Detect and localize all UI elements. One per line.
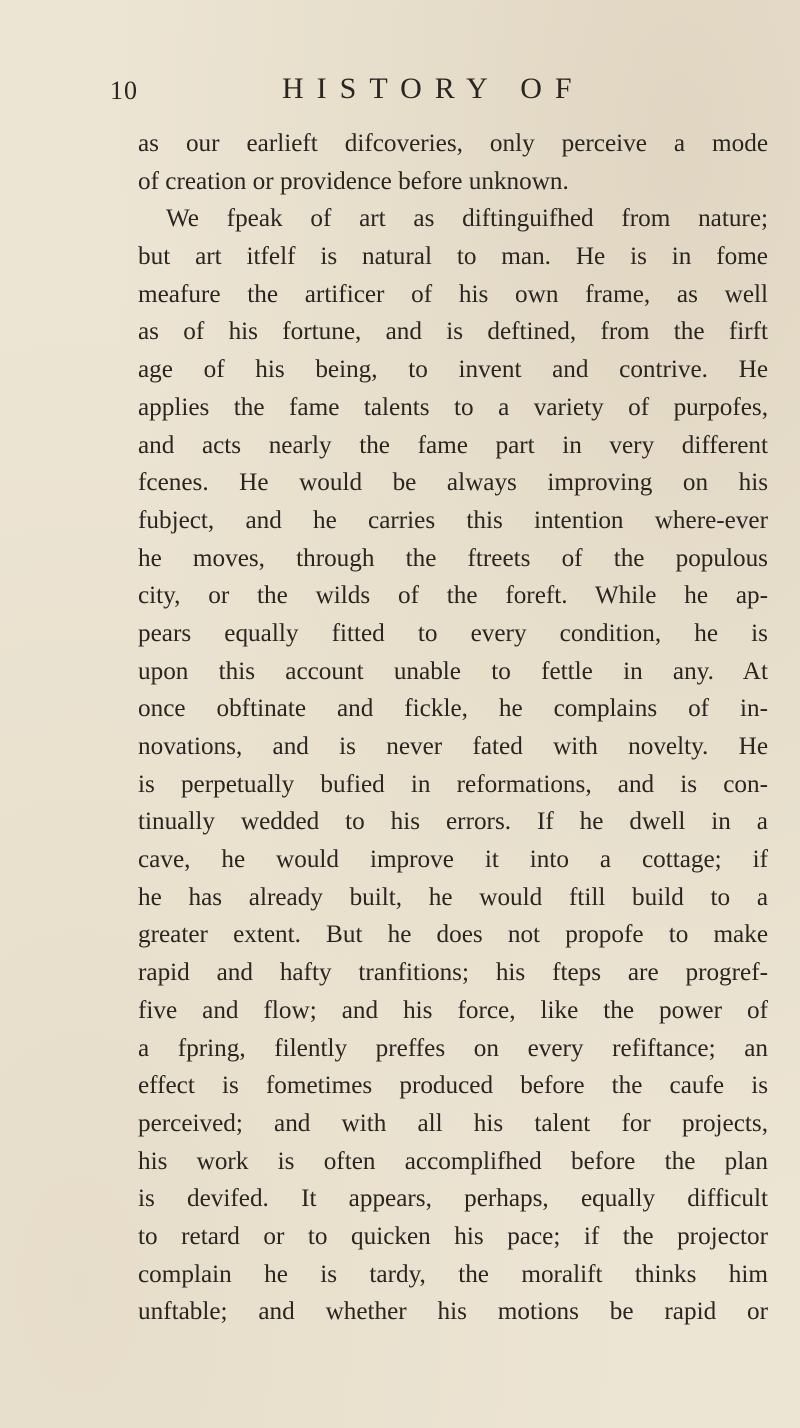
text-line: as our earlieft difcoveries, only perceive a mode <box>138 130 768 157</box>
running-head: HISTORY OF <box>282 72 585 105</box>
text-line: We fpeak of art as diftinguifhed from nature; <box>166 205 768 233</box>
text-line: once obftinate and fickle, he complains of in- <box>138 695 768 723</box>
text-line: cave, he would improve it into a cottage; if <box>138 846 768 874</box>
text-line: five and flow; and his force, like the power of <box>138 996 768 1024</box>
text-line: perceived; and with all his talent for projects, <box>138 1109 768 1137</box>
text-line: his work is often accomplifhed before the plan <box>138 1147 768 1175</box>
text-line: is devifed. It appears, perhaps, equally difficult <box>138 1185 768 1213</box>
page-number: 10 <box>110 76 138 105</box>
text-line: is perpetually bufied in reformations, and is con- <box>138 770 768 798</box>
text-line: upon this account unable to fettle in any. At <box>138 657 768 685</box>
text-line: as of his fortune, and is deftined, from the firft <box>138 318 768 346</box>
text-line: unftable; and whether his motions be rapid or <box>138 1298 768 1326</box>
text-line: meafure the artificer of his own frame, as well <box>138 280 768 308</box>
text-line: complain he is tardy, the moralift thinks him <box>138 1260 768 1288</box>
text-line: fcenes. He would be always improving on his <box>138 469 768 497</box>
text-line: greater extent. But he does not propofe to make <box>138 921 768 949</box>
text-line: and acts nearly the fame part in very different <box>138 431 768 459</box>
text-line: fubject, and he carries this intention where-ever <box>138 506 768 534</box>
text-line: he moves, through the ftreets of the populous <box>138 544 768 572</box>
text-line: tinually wedded to his errors. If he dwell in a <box>138 808 768 836</box>
body-text <box>138 125 768 1331</box>
text-line: novations, and is never fated with novelty. He <box>138 733 768 760</box>
text-line: effect is fometimes produced before the caufe is <box>138 1072 768 1100</box>
text-line: city, or the wilds of the foreft. While he ap- <box>138 582 768 610</box>
page-header <box>110 60 740 110</box>
text-line: to retard or to quicken his pace; if the projector <box>138 1222 768 1250</box>
text-line: of creation or providence before unknown. <box>138 167 569 195</box>
text-line: rapid and hafty tranfitions; his fteps are progref- <box>138 959 768 987</box>
text-line: but art itfelf is natural to man. He is in fome <box>138 243 768 271</box>
text-line: a fpring, filently preffes on every refiftance; an <box>138 1034 768 1062</box>
text-line: age of his being, to invent and contrive. He <box>138 356 768 384</box>
text-line: applies the fame talents to a variety of purpofes, <box>138 393 768 421</box>
text-line: pears equally fitted to every condition, he is <box>138 619 768 647</box>
text-line: he has already built, he would ftill build to a <box>138 883 768 911</box>
